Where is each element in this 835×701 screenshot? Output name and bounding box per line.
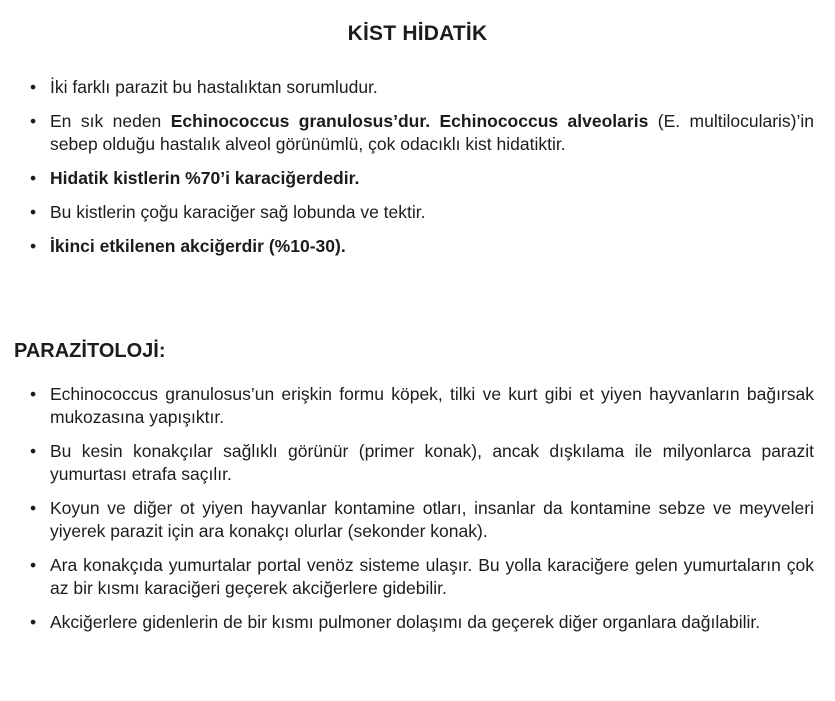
intro-bullet-list <box>28 76 814 269</box>
bullet-icon: • <box>30 555 37 575</box>
list-item <box>28 76 814 99</box>
list-item <box>28 554 814 600</box>
bullet-icon: • <box>30 111 37 131</box>
list-item-text: Akciğerlere gidenlerin de bir kısmı pulmoner dolaşımı da geçerek diğer organlara dağılabilir. <box>50 612 761 632</box>
list-item <box>28 167 814 190</box>
list-item-text: Bu kesin konakçılar sağlıklı görünür (primer konak), ancak dışkılama ile milyonlarca parazit yumurtası etrafa saçılır. <box>50 441 814 484</box>
bullet-icon: • <box>30 202 37 222</box>
bullet-icon: • <box>30 384 37 404</box>
parasitology-bullet-list <box>28 383 814 645</box>
list-item <box>28 440 814 486</box>
list-item-text: Bu kistlerin çoğu karaciğer sağ lobunda ve tektir. <box>50 202 426 222</box>
bullet-icon: • <box>30 168 37 188</box>
list-item-bold-text: Hidatik kistlerin %70’i karaciğerdedir. <box>50 168 360 188</box>
bullet-icon: • <box>30 498 37 518</box>
list-item-bold-text: İkinci etkilenen akciğerdir (%10-30). <box>50 236 346 256</box>
list-item <box>28 201 814 224</box>
list-item-text: (E. multilocularis)’in sebep olduğu hastalık alveol görünümlü, çok odacıklı kist hidatiktir. <box>50 111 814 154</box>
list-item-bold-text: Echinococcus granulosus’dur. Echinococcus alveolaris <box>170 111 649 131</box>
list-item <box>28 383 814 429</box>
bullet-icon: • <box>30 612 37 632</box>
list-item-text: Echinococcus granulosus’un erişkin formu köpek, tilki ve kurt gibi et yiyen hayvanların bağırsak mukozasına yapışıktır. <box>50 384 814 427</box>
bullet-icon: • <box>30 236 37 256</box>
list-item <box>28 110 814 156</box>
list-item-text: İki farklı parazit bu hastalıktan sorumludur. <box>50 77 378 97</box>
section-heading-parasitology: PARAZİTOLOJİ: <box>14 340 166 362</box>
bullet-icon: • <box>30 441 37 461</box>
page-title: KİST HİDATİK <box>347 22 488 45</box>
list-item-text: Ara konakçıda yumurtalar portal venöz sisteme ulaşır. Bu yolla karaciğere gelen yumurtaların çok az bir kısmı karaciğeri geçerek akciğerlere gidebilir. <box>50 555 814 598</box>
list-item-text: Koyun ve diğer ot yiyen hayvanlar kontamine otları, insanlar da kontamine sebze ve meyveleri yiyerek parazit için ara konakçı olurlar (sekonder konak). <box>50 498 814 541</box>
list-item <box>28 235 814 258</box>
list-item <box>28 497 814 543</box>
list-item-text: En sık neden <box>50 111 171 131</box>
bullet-icon: • <box>30 77 37 97</box>
list-item <box>28 611 814 634</box>
